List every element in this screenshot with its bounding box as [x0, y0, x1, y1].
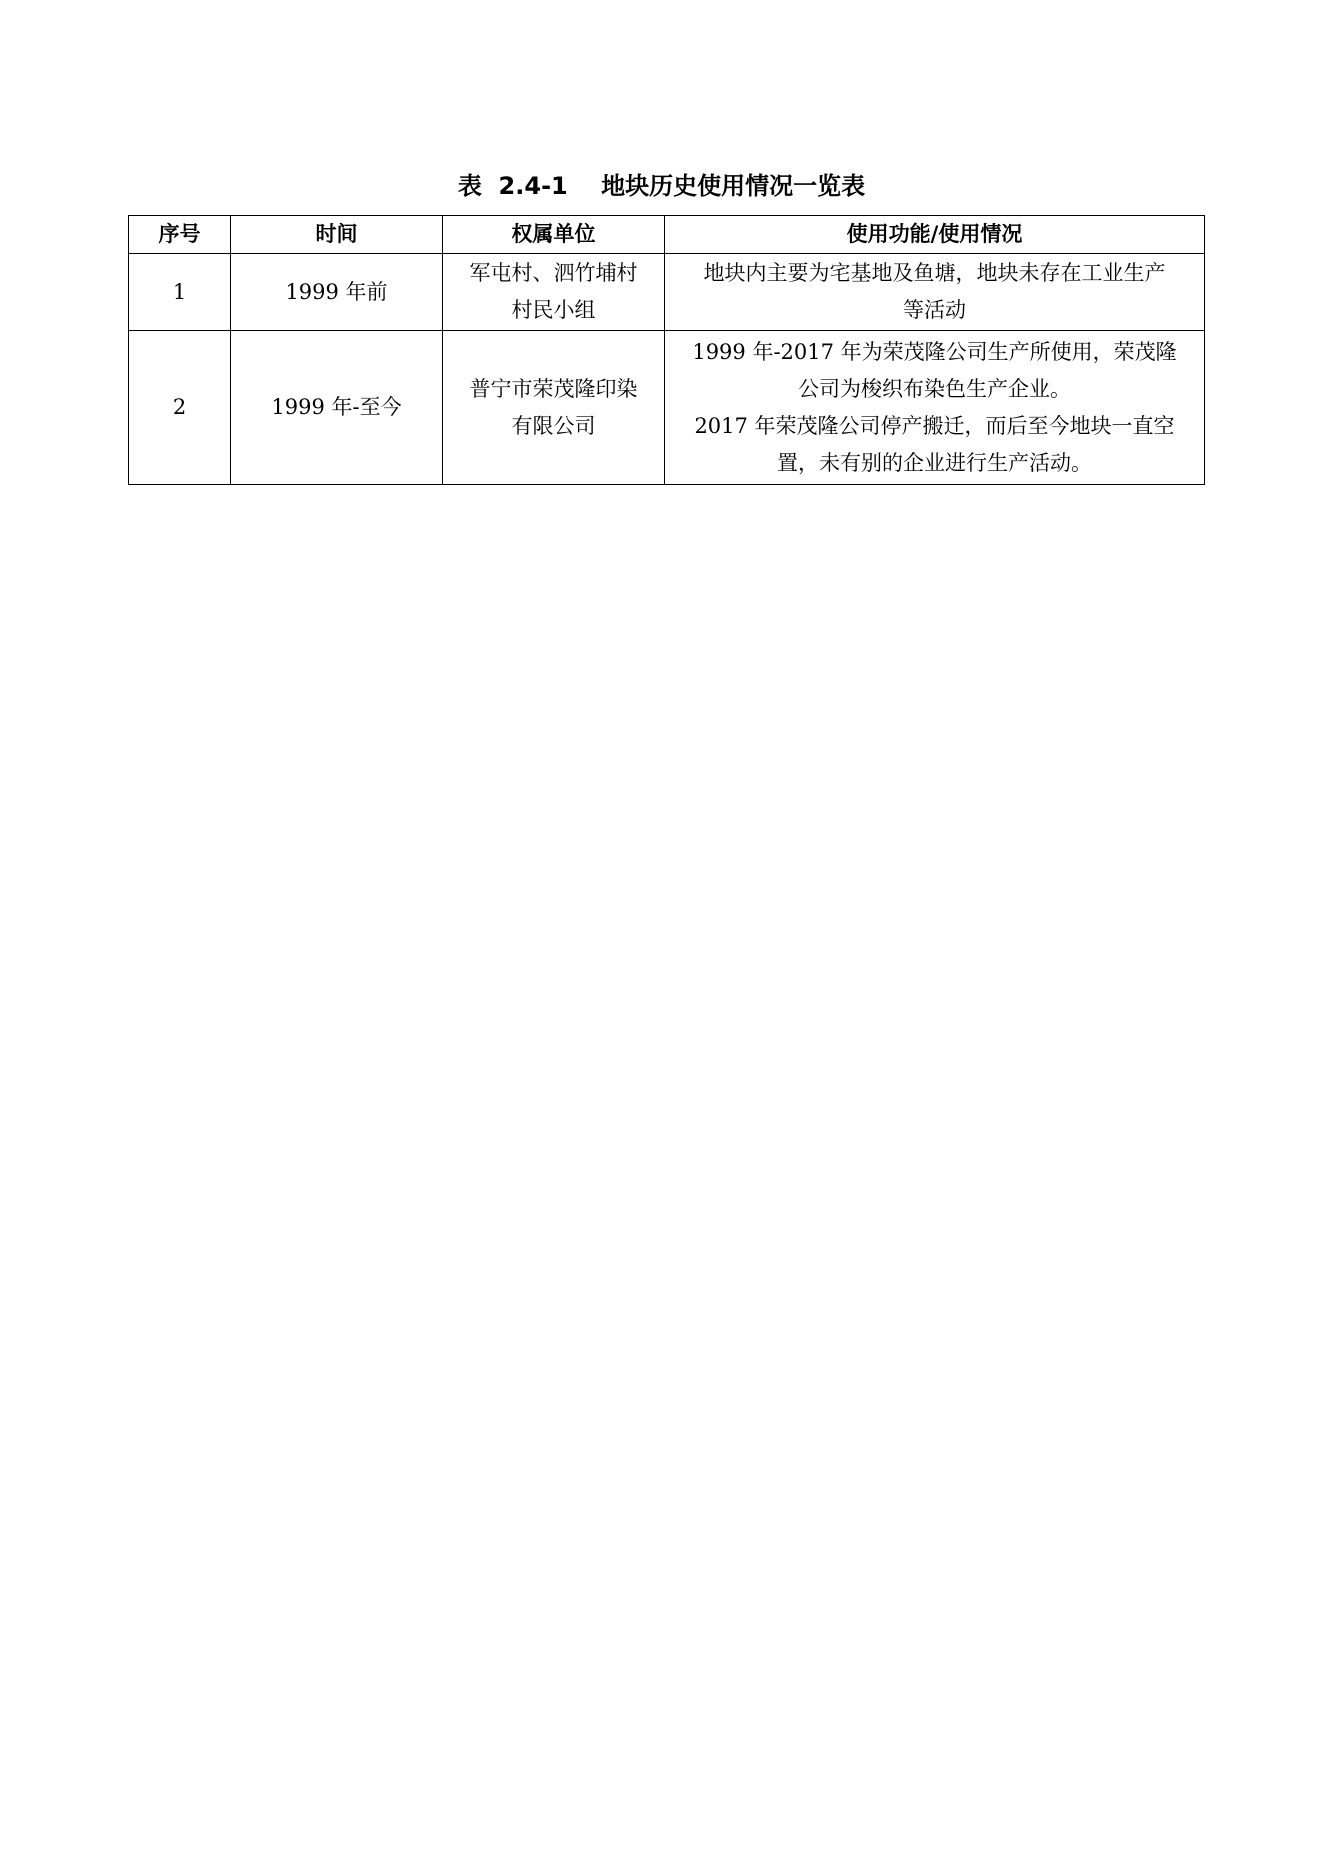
table-header-row: [129, 216, 1205, 254]
cell-time: 1999 年前: [231, 254, 443, 331]
cell-serial-no: 2: [129, 331, 231, 485]
table-row: [129, 254, 1205, 331]
owner-line: 村民小组: [511, 298, 596, 322]
cell-usage: [665, 254, 1205, 331]
usage-line: 2017 年荣茂隆公司停产搬迁，而后至今地块一直空: [694, 413, 1175, 438]
cell-time: 1999 年-至今: [231, 331, 443, 485]
land-use-history-table: [128, 215, 1205, 485]
owner-line: 普宁市荣茂隆印染: [469, 376, 638, 401]
usage-line: 等活动: [903, 298, 966, 322]
owner-line: 军屯村、泗竹埔村: [469, 261, 638, 285]
header-owner-unit: 权属单位: [443, 216, 665, 254]
table-row: [129, 331, 1205, 485]
owner-line: 有限公司: [511, 413, 596, 438]
usage-line: 置，未有别的企业进行生产活动。: [777, 450, 1092, 475]
cell-usage: [665, 331, 1205, 485]
table-caption: 表 2.4-1 地块历史使用情况一览表: [457, 172, 866, 200]
usage-line: 1999 年-2017 年为荣茂隆公司生产所使用，荣茂隆: [692, 339, 1177, 364]
header-serial-no: 序号: [129, 216, 231, 254]
header-usage: 使用功能/使用情况: [665, 216, 1205, 254]
usage-line: 公司为梭织布染色生产企业。: [798, 376, 1071, 401]
usage-line: 地块内主要为宅基地及鱼塘，地块未存在工业生产: [703, 261, 1166, 285]
header-time: 时间: [231, 216, 443, 254]
cell-serial-no: 1: [129, 254, 231, 331]
cell-owner-unit: [443, 331, 665, 485]
cell-owner-unit: [443, 254, 665, 331]
